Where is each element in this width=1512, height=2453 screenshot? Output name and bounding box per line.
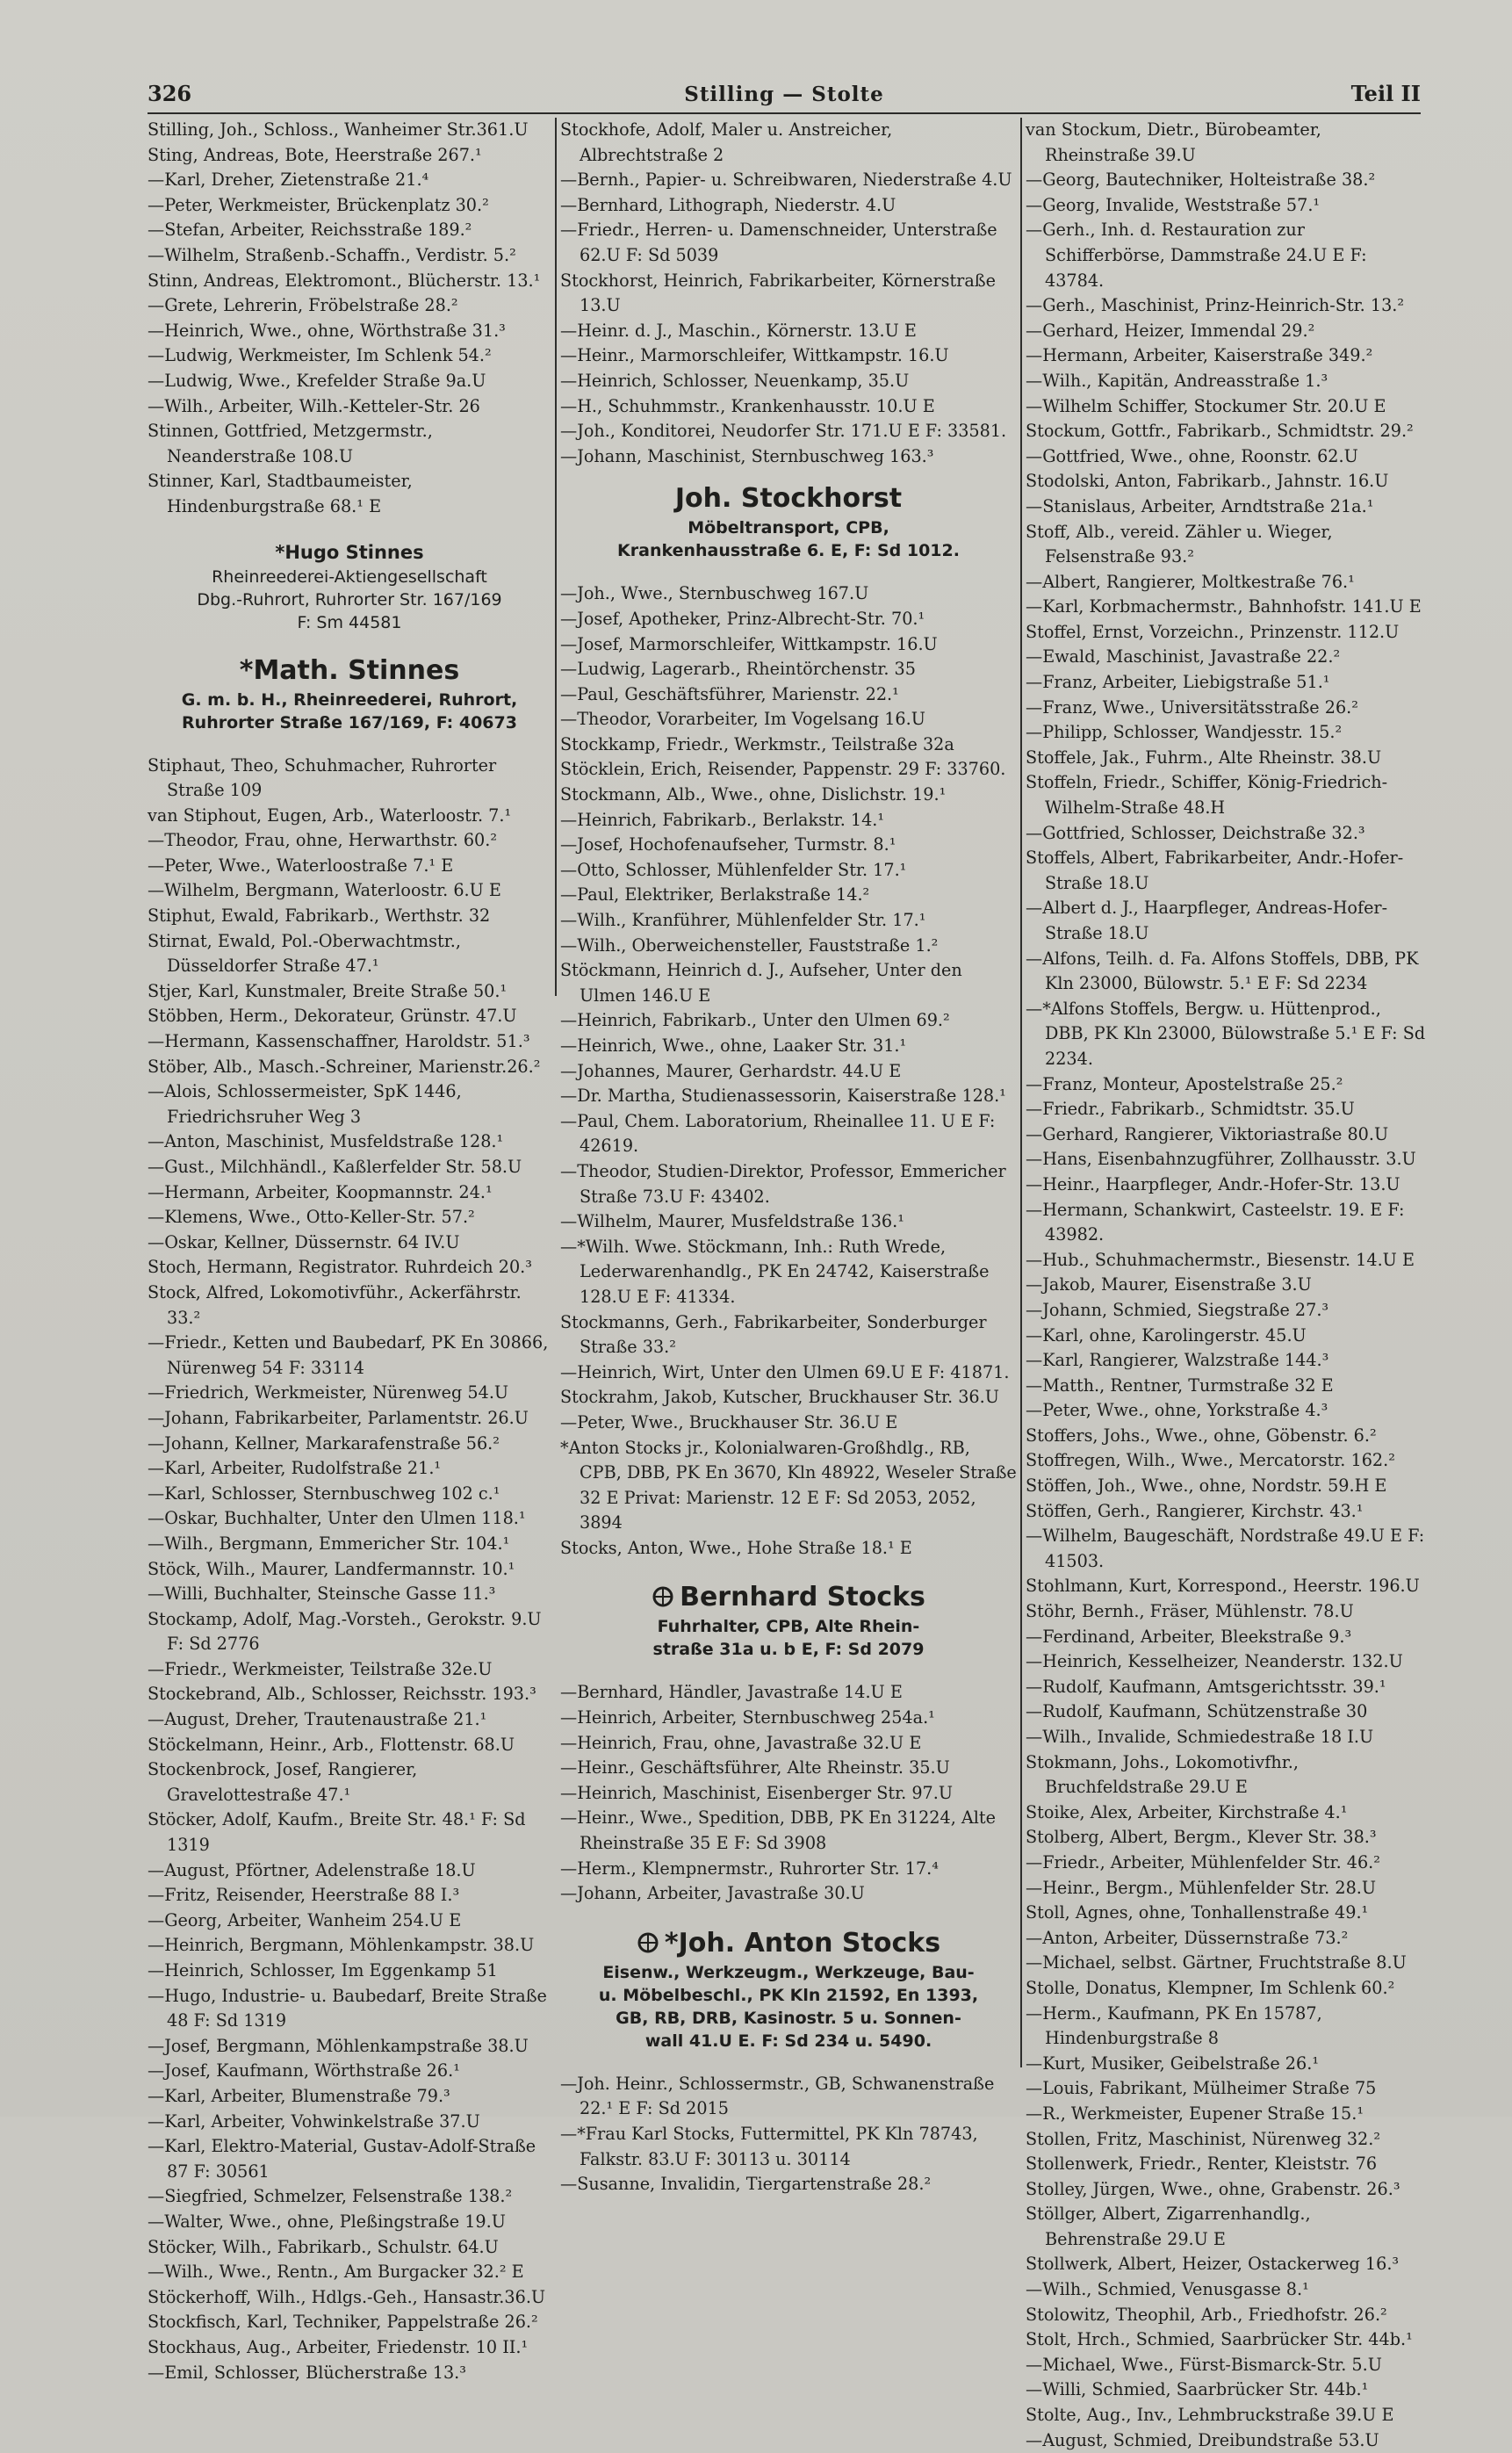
directory-entry: —Albert, Rangierer, Moltkestraße 76.¹ [1026,571,1355,592]
directory-entry: —Heinrich, Wirt, Unter den Ulmen 69.U E F: 41871. [560,1361,1010,1382]
directory-entry: —Heinrich, Arbeiter, Sternbuschweg 254a.¹ [560,1707,935,1728]
directory-entry: —*Alfons Stoffels, Bergw. u. Hüttenprod., DBB, PK Kln 23000, Bülowstraße 5.¹ E F: Sd 2234. [1026,998,1426,1069]
directory-entry: —Hermann, Kassenschaffner, Haroldstr. 51.³ [148,1031,530,1052]
entry-list [560,581,1017,1561]
directory-entry: —Karl, Arbeiter, Rudolfstraße 21.¹ [148,1458,442,1479]
directory-entry: —Peter, Wwe., ohne, Yorkstraße 4.³ [1026,1400,1328,1421]
directory-entry: Stoffeln, Friedr., Schiffer, König-Friedrich-Wilhelm-Straße 48.H [1026,772,1388,819]
directory-entry: —Heinr., Haarpfleger, Andr.-Hofer-Str. 13.U [1026,1173,1400,1194]
ad-line: Eisenw., Werkzeugm., Werkzeuge, Bau- [602,1962,975,1982]
directory-entry: —August, Dreher, Trautenaustraße 21.¹ [148,1709,487,1730]
directory-entry: Stoll, Agnes, ohne, Tonhallenstraße 49.¹ [1026,1902,1369,1923]
directory-entry: —Hermann, Arbeiter, Koopmannstr. 24.¹ [148,1181,493,1202]
ad-line: straße 31a u. b E, F: Sd 2079 [652,1640,925,1660]
directory-entry: Stöck, Wilh., Maurer, Landfermannstr. 10.¹ [148,1558,515,1579]
page-number: 326 [148,81,192,106]
directory-entry: —Karl, Korbmachermstr., Bahnhofstr. 141.U E [1026,596,1422,617]
directory-entry: —Herm., Klempnermstr., Ruhrorter Str. 17.⁴ [560,1858,939,1879]
ad-title: Joh. Stockhorst [674,483,903,515]
stocks-logo-icon [652,1585,674,1608]
ad-title: Bernhard Stocks [680,1582,925,1613]
directory-entry: —Paul, Geschäftsführer, Marienstr. 22.¹ [560,683,899,704]
directory-entry: —Stefan, Arbeiter, Reichsstraße 189.² [148,220,472,241]
ad-title: *Math. Stinnes [239,654,460,686]
directory-entry: —Theodor, Studien-Direktor, Professor, Emmericher Straße 73.U F: 43402. [560,1160,1006,1207]
header-rule [148,112,1421,114]
directory-entry: Stöber, Alb., Masch.-Schreiner, Marienstr.26.² [148,1056,541,1077]
entry-list [560,118,1017,469]
directory-entry: —Friedr., Werkmeister, Teilstraße 32e.U [148,1658,493,1679]
directory-entry: —Rudolf, Kaufmann, Amtsgerichtsstr. 39.¹ [1026,1676,1386,1697]
directory-entry: —Oskar, Buchhalter, Unter den Ulmen 118.¹ [148,1508,526,1529]
directory-entry: —Oskar, Kellner, Düssernstr. 64 IV.U [148,1231,460,1252]
directory-entry: —Josef, Kaufmann, Wörthstraße 26.¹ [148,2060,460,2081]
directory-entry: Stoch, Hermann, Registrator. Ruhrdeich 20.³ [148,1257,532,1278]
directory-entry: —Karl, Arbeiter, Blumenstraße 79.³ [148,2085,450,2106]
directory-entry: —Albert d. J., Haarpfleger, Andreas-Hofer-Straße 18.U [1026,898,1388,943]
directory-entry: —Ferdinand, Arbeiter, Bleekstraße 9.³ [1026,1626,1352,1647]
column-divider [555,118,557,996]
directory-entry: —Heinrich, Fabrikarb., Unter den Ulmen 69.² [560,1010,950,1031]
directory-entry: —Heinrich, Schlosser, Im Eggenkamp 51 [148,1960,498,1980]
directory-entry: —Karl, Dreher, Zietenstraße 21.⁴ [148,170,429,191]
directory-entry: —Siegfried, Schmelzer, Felsenstraße 138.² [148,2186,513,2207]
directory-entry: Stollenwerk, Friedr., Renter, Kleiststr. 76 [1026,2154,1378,2175]
directory-entry: —Johann, Kellner, Markarafenstraße 56.² [148,1432,500,1454]
directory-entry: Stohlmann, Kurt, Korrespond., Heerstr. 196.U [1026,1576,1420,1597]
column-3 [1026,118,1429,2453]
directory-entry: Stirnat, Ewald, Pol.-Oberwachtmstr., Düsseldorfer Straße 47.¹ [148,930,461,977]
ad-line: Krankenhausstraße 6. E, F: Sd 1012. [617,541,960,561]
directory-entry: —Heinrich, Frau, ohne, Javastraße 32.U E [560,1732,922,1753]
directory-entry: —Franz, Monteur, Apostelstraße 25.² [1026,1073,1343,1094]
directory-entry: —Ludwig, Lagerarb., Rheintörchenstr. 35 [560,659,916,680]
directory-entry: —Heinr. d. J., Maschin., Körnerstr. 13.U E [560,320,917,341]
ad-joh-anton-stocks [560,1926,1017,2053]
directory-entry: —Kurt, Musiker, Geibelstraße 26.¹ [1026,2053,1320,2074]
directory-entry: —Willi, Schmied, Saarbrücker Str. 44b.¹ [1026,2379,1369,2400]
directory-entry: —Wilhelm, Maurer, Musfeldstraße 136.¹ [560,1211,904,1232]
directory-entry: van Stockum, Dietr., Bürobeamter, Rheinstraße 39.U [1026,119,1321,165]
ad-line: Ruhrorter Straße 167/169, F: 40673 [182,712,517,732]
directory-entry: Stockkamp, Friedr., Werkmstr., Teilstraße 32a [560,733,954,754]
directory-entry: —Fritz, Reisender, Heerstraße 88 I.³ [148,1885,460,1906]
directory-entry: Stöcker, Wilh., Fabrikarb., Schulstr. 64.U [148,2236,499,2257]
directory-entry: Stjer, Karl, Kunstmaler, Breite Straße 50.¹ [148,980,508,1001]
directory-entry: —Josef, Marmorschleifer, Wittkampstr. 16.U [560,633,938,654]
directory-entry: —Friedr., Arbeiter, Mühlenfelder Str. 46.² [1026,1851,1380,1872]
directory-entry: —Johannes, Maurer, Gerhardstr. 44.U E [560,1060,902,1081]
directory-entry: —Wilhelm, Bergmann, Waterloostr. 6.U E [148,880,501,901]
directory-entry: —Franz, Wwe., Universitätsstraße 26.² [1026,696,1358,718]
directory-entry: —Heinrich, Wwe., ohne, Wörthstraße 31.³ [148,320,506,341]
directory-entry: Stocks, Anton, Wwe., Hohe Straße 18.¹ E [560,1537,912,1558]
directory-entry: —Johann, Arbeiter, Javastraße 30.U [560,1883,865,1904]
directory-entry: Stöhr, Bernh., Fräser, Mühlenstr. 78.U [1026,1601,1354,1622]
directory-entry: Stoffel, Ernst, Vorzeichn., Prinzenstr. 112.U [1026,621,1400,642]
directory-entry: Stöffen, Joh., Wwe., ohne, Nordstr. 59.H E [1026,1475,1387,1497]
directory-entry: Stoff, Alb., vereid. Zähler u. Wieger, Felsenstraße 93.² [1026,521,1333,567]
directory-entry: Stockmanns, Gerh., Fabrikarbeiter, Sonderburger Straße 33.² [560,1311,987,1358]
directory-entry: —Matth., Rentner, Turmstraße 32 E [1026,1374,1334,1396]
running-title: Stilling — Stolte [684,83,884,106]
directory-entry: —Hub., Schuhmachermstr., Biesenstr. 14.U E [1026,1249,1415,1270]
directory-entry: —Gottfried, Wwe., ohne, Roonstr. 62.U [1026,445,1358,466]
directory-entry: —Gerhard, Rangierer, Viktoriastraße 80.U [1026,1123,1389,1144]
directory-entry: Stiphaut, Theo, Schuhmacher, Ruhrorter Straße 109 [148,754,497,801]
directory-entry: Stöcklein, Erich, Reisender, Pappenstr. 29 F: 33760. [560,759,1006,780]
directory-entry: —Bernh., Papier- u. Schreibwaren, Niederstraße 4.U [560,170,1012,191]
directory-entry: —Johann, Schmied, Siegstraße 27.³ [1026,1299,1329,1320]
directory-entry: Stoffregen, Wilh., Wwe., Mercatorstr. 162.² [1026,1450,1395,1471]
ad-line: G. m. b. H., Rheinreederei, Ruhrort, [181,689,518,710]
directory-entry: —Walter, Wwe., ohne, Pleßingstraße 19.U [148,2211,506,2232]
directory-entry: Stockhaus, Aug., Arbeiter, Friedenstr. 10 II.¹ [148,2336,529,2357]
ad-math-stinnes [148,653,551,734]
directory-entry: *Anton Stocks jr., Kolonialwaren-Großhdlg., RB, CPB, DBB, PK En 3670, Kln 48922, Weseler Straße 32 E Privat: Marienstr. 12 E F: Sd 2053, 2052, 3894 [560,1437,1017,1533]
ad-title: *Joh. Anton Stocks [664,1927,941,1959]
directory-entry: —August, Pförtner, Adelenstraße 18.U [148,1859,476,1880]
directory-entry: —Bernhard, Händler, Javastraße 14.U E [560,1682,903,1703]
directory-entry: —Otto, Schlosser, Mühlenfelder Str. 17.¹ [560,859,907,880]
directory-entry: —Emil, Schlosser, Blücherstraße 13.³ [148,2362,466,2383]
directory-entry: —Heinrich, Bergmann, Möhlenkampstr. 38.U [148,1935,535,1956]
directory-entry: —Joh., Konditorei, Neudorfer Str. 171.U E F: 33581. [560,421,1007,442]
directory-entry: Stockum, Gottfr., Fabrikarb., Schmidtstr. 29.² [1026,421,1414,442]
ad-line: Dbg.-Ruhrort, Ruhrorter Str. 167/169 [197,589,502,610]
directory-entry: —Gerhard, Heizer, Immendal 29.² [1026,320,1315,341]
directory-entry: Stöcker, Adolf, Kaufm., Breite Str. 48.¹ F: Sd 1319 [148,1809,526,1856]
directory-entry: —Karl, Schlosser, Sternbuschweg 102 c.¹ [148,1483,500,1504]
ad-joh-stockhorst [560,481,1017,562]
directory-entry: —Heinrich, Kesselheizer, Neanderstr. 132.U [1026,1651,1403,1672]
directory-entry: —Grete, Lehrerin, Fröbelstraße 28.² [148,295,458,316]
directory-entry: —Ewald, Maschinist, Javastraße 22.² [1026,646,1341,667]
directory-entry: —Wilhelm, Straßenb.-Schaffn., Verdistr. 5.² [148,244,516,265]
directory-entry: —Hermann, Arbeiter, Kaiserstraße 349.² [1026,345,1373,366]
directory-entry: —Georg, Invalide, Weststraße 57.¹ [1026,194,1321,215]
directory-entry: —*Wilh. Wwe. Stöckmann, Inh.: Ruth Wrede, Lederwarenhandlg., PK En 24742, Kaiserstraße 128.U E F: 41334. [560,1236,990,1307]
directory-entry: Stöbben, Herm., Dekorateur, Grünstr. 47.U [148,1006,517,1027]
directory-entry: Stolle, Donatus, Klempner, Im Schlenk 60.² [1026,1977,1395,1998]
directory-entry: —Paul, Chem. Laboratorium, Rheinallee 11. U E F: 42619. [560,1110,996,1157]
directory-entry: —Heinrich, Fabrikarb., Berlakstr. 14.¹ [560,809,885,830]
directory-entry: —Wilh., Wwe., Rentn., Am Burgacker 32.² E [148,2262,524,2283]
directory-entry: —Wilh., Bergmann, Emmericher Str. 104.¹ [148,1533,510,1554]
directory-entry: Stöckelmann, Heinr., Arb., Flottenstr. 68.U [148,1734,515,1755]
directory-entry: —Dr. Martha, Studienassessorin, Kaiserstraße 128.¹ [560,1086,1006,1107]
directory-entry: —Georg, Arbeiter, Wanheim 254.U E [148,1909,462,1930]
directory-entry: Stollwerk, Albert, Heizer, Ostackerweg 16.³ [1026,2254,1400,2275]
directory-entry: —Heinrich, Maschinist, Eisenberger Str. 97.U [560,1782,954,1803]
directory-entry: —Herm., Kaufmann, PK En 15787, Hindenburgstraße 8 [1026,2002,1322,2049]
directory-entry: Stock, Alfred, Lokomotivführ., Ackerfährstr. 33.² [148,1281,522,1328]
directory-entry: Stolte, Aug., Inv., Lehmbruckstraße 39.U E [1026,2405,1394,2426]
directory-entry: —Hans, Eisenbahnzugführer, Zollhausstr. 3.U [1026,1149,1416,1170]
directory-entry: —Stanislaus, Arbeiter, Arndtstraße 21a.¹ [1026,495,1374,516]
ad-line: Rheinreederei-Aktiengesellschaft [212,566,487,587]
directory-entry: —Wilh., Kranführer, Mühlenfelder Str. 17.¹ [560,910,926,931]
directory-entry: —Joh., Wwe., Sternbuschweg 167.U [560,583,869,604]
directory-entry: Stolowitz, Theophil, Arb., Friedhofstr. 26.² [1026,2304,1387,2325]
directory-entry: —Wilhelm, Baugeschäft, Nordstraße 49.U E F: 41503. [1026,1526,1425,1571]
directory-entry: Stockrahm, Jakob, Kutscher, Bruckhauser Str. 36.U [560,1387,999,1408]
directory-entry: —R., Werkmeister, Eupener Straße 15.¹ [1026,2103,1364,2124]
directory-entry: —Bernhard, Lithograph, Niederstr. 4.U [560,194,896,215]
directory-entry: Stiphut, Ewald, Fabrikarb., Werthstr. 32 [148,905,491,927]
ad-hugo-stinnes [148,539,551,634]
directory-entry: —Johann, Fabrikarbeiter, Parlamentstr. 26.U [148,1407,529,1428]
directory-entry: —Anton, Arbeiter, Düssernstraße 73.² [1026,1927,1349,1948]
directory-entry: Stockmann, Alb., Wwe., ohne, Dislichstr. 19.¹ [560,784,947,805]
directory-entry: Stoffers, Johs., Wwe., ohne, Göbenstr. 6.² [1026,1425,1377,1446]
column-1 [148,118,551,2385]
directory-entry: Stinner, Karl, Stadtbaumeister, Hindenburgstraße 68.¹ E [148,471,413,516]
ad-line: u. Möbelbeschl., PK Kln 21592, En 1393, [598,1985,979,2005]
directory-entry: Stinn, Andreas, Elektromont., Blücherstr. 13.¹ [148,270,541,291]
entry-list [148,754,551,2386]
directory-entry: —Gottfried, Schlosser, Deichstraße 32.³ [1026,822,1365,843]
page-header [148,77,1421,112]
directory-entry: —Michael, Wwe., Fürst-Bismarck-Str. 5.U [1026,2354,1382,2375]
directory-entry: Stollen, Fritz, Maschinist, Nürenweg 32.² [1026,2128,1381,2149]
directory-entry: —Josef, Apotheker, Prinz-Albrecht-Str. 70.¹ [560,608,925,629]
directory-entry: —Philipp, Schlosser, Wandjesstr. 15.² [1026,722,1343,743]
directory-entry: —Gerh., Inh. d. Restauration zur Schifferbörse, Dammstraße 24.U E F: 43784. [1026,220,1367,291]
directory-entry: —Friedr., Ketten und Baubedarf, PK En 30866, Nürenweg 54 F: 33114 [148,1332,549,1378]
directory-entry: Stockenbrock, Josef, Rangierer, Gravelottestraße 47.¹ [148,1759,418,1805]
directory-entry: Stoffele, Jak., Fuhrm., Alte Rheinstr. 38.U [1026,747,1382,768]
directory-entry: —Theodor, Vorarbeiter, Im Vogelsang 16.U [560,709,925,730]
ad-line: Möbeltransport, CPB, [688,518,889,538]
directory-entry: van Stiphout, Eugen, Arb., Waterloostr. 7.¹ [148,804,512,826]
directory-entry: —Susanne, Invalidin, Tiergartenstraße 28.² [560,2174,932,2195]
directory-entry: —Peter, Werkmeister, Brückenplatz 30.² [148,194,489,215]
directory-entry: —Heinr., Geschäftsführer, Alte Rheinstr. 35.U [560,1757,950,1778]
directory-entry: —Friedrich, Werkmeister, Nürenweg 54.U [148,1382,509,1403]
directory-entry: —Karl, Elektro-Material, Gustav-Adolf-Straße 87 F: 30561 [148,2136,536,2182]
directory-entry: —Ludwig, Wwe., Krefelder Straße 9a.U [148,370,486,391]
directory-entry: —Michael, selbst. Gärtner, Fruchtstraße 8.U [1026,1952,1407,1973]
directory-entry: —*Frau Karl Stocks, Futtermittel, PK Kln 78743, Falkstr. 83.U F: 30113 u. 30114 [560,2124,978,2169]
directory-entry: Stockhofe, Adolf, Maler u. Anstreicher, Albrechtstraße 2 [560,119,893,165]
directory-entry: —Josef, Bergmann, Möhlenkampstraße 38.U [148,2035,529,2056]
directory-entry: —Heinr., Bergm., Mühlenfelder Str. 28.U [1026,1877,1377,1898]
directory-entry: —Louis, Fabrikant, Mülheimer Straße 75 [1026,2078,1377,2099]
directory-entry: —Karl, Rangierer, Walzstraße 144.³ [1026,1350,1329,1371]
directory-entry: —Peter, Wwe., Bruckhauser Str. 36.U E [560,1411,898,1432]
directory-entry: Stilling, Joh., Schloss., Wanheimer Str.361.U [148,119,529,140]
directory-entry: —Klemens, Wwe., Otto-Keller-Str. 57.² [148,1207,475,1228]
directory-entry: —Alois, Schlossermeister, SpK 1446, Friedrichsruher Weg 3 [148,1081,462,1127]
entry-list [560,2072,1017,2197]
directory-entry: —Friedr., Herren- u. Damenschneider, Unterstraße 62.U F: Sd 5039 [560,220,997,265]
directory-entry: —Franz, Arbeiter, Liebigstraße 51.¹ [1026,672,1330,693]
directory-entry: —Wilhelm Schiffer, Stockumer Str. 20.U E [1026,395,1386,416]
directory-entry: —Willi, Buchhalter, Steinsche Gasse 11.³ [148,1584,496,1605]
directory-entry: —Theodor, Frau, ohne, Herwarthstr. 60.² [148,830,498,851]
directory-entry: —Ludwig, Werkmeister, Im Schlenk 54.² [148,345,492,366]
directory-entry: —Wilh., Arbeiter, Wilh.-Ketteler-Str. 26 [148,395,480,416]
directory-entry: Stokmann, Johs., Lokomotivfhr., Bruchfeldstraße 29.U E [1026,1751,1299,1798]
directory-entry: Stöllger, Albert, Zigarrenhandlg., Behrenstraße 29.U E [1026,2204,1311,2249]
directory-entry: Stoffels, Albert, Fabrikarbeiter, Andr.-Hofer-Straße 18.U [1026,848,1404,893]
directory-entry: Stockfisch, Karl, Techniker, Pappelstraße 26.² [148,2312,538,2333]
directory-entry: —Alfons, Teilh. d. Fa. Alfons Stoffels, DBB, PK Kln 23000, Bülowstr. 5.¹ E F: Sd 2234 [1026,948,1419,994]
directory-entry: —Hugo, Industrie- u. Baubedarf, Breite Straße 48 F: Sd 1319 [148,1985,547,2031]
directory-entry: —Jakob, Maurer, Eisenstraße 3.U [1026,1274,1312,1295]
directory-entry: —Heinr., Wwe., Spedition, DBB, PK En 31224, Alte Rheinstraße 35 E F: Sd 3908 [560,1807,996,1854]
ad-line: Fuhrhalter, CPB, Alte Rhein- [657,1617,920,1637]
directory-entry: Stockhorst, Heinrich, Fabrikarbeiter, Körnerstraße 13.U [560,270,996,316]
directory-entry: —Friedr., Fabrikarb., Schmidtstr. 35.U [1026,1099,1355,1120]
part-label: Teil II [1350,81,1421,106]
stocks-logo-icon [637,1931,659,1954]
directory-entry: —H., Schuhmmstr., Krankenhausstr. 10.U E [560,395,935,416]
directory-entry: —August, Schmied, Dreibundstraße 53.U [1026,2429,1379,2450]
ad-title: *Hugo Stinnes [275,541,424,563]
directory-entry: Stolt, Hrch., Schmied, Saarbrücker Str. 44b.¹ [1026,2329,1413,2350]
directory-entry: —Hermann, Schankwirt, Casteelstr. 19. E F: 43982. [1026,1199,1405,1245]
directory-entry: Stolberg, Albert, Bergm., Klever Str. 38.³ [1026,1827,1377,1848]
directory-entry: —Wilh., Schmied, Venusgasse 8.¹ [1026,2279,1309,2300]
column-divider [1020,118,1022,2067]
directory-entry: —Johann, Maschinist, Sternbuschweg 163.³ [560,445,934,466]
directory-entry: Sting, Andreas, Bote, Heerstraße 267.¹ [148,144,482,165]
directory-entry: —Wilh., Kapitän, Andreasstraße 1.³ [1026,370,1328,391]
directory-entry: Stockamp, Adolf, Mag.-Vorsteh., Gerokstr. 9.U F: Sd 2776 [148,1608,542,1655]
directory-entry: —Joh. Heinr., Schlossermstr., GB, Schwanenstraße 22.¹ E F: Sd 2015 [560,2073,995,2119]
directory-entry: Stöckerhoff, Wilh., Hdlgs.-Geh., Hansastr.36.U [148,2286,546,2307]
directory-entry: —Georg, Bautechniker, Holteistraße 38.² [1026,170,1376,191]
directory-entry: —Wilh., Oberweichensteller, Fauststraße 1.² [560,934,939,956]
directory-entry: —Wilh., Invalide, Schmiedestraße 18 I.U [1026,1727,1374,1747]
directory-entry: Stodolski, Anton, Fabrikarb., Jahnstr. 16.U [1026,471,1389,492]
ad-line: wall 41.U E. F: Sd 234 u. 5490. [644,2031,932,2051]
directory-entry: Stöffen, Gerh., Rangierer, Kirchstr. 43.¹ [1026,1500,1364,1521]
directory-entry: Stinnen, Gottfried, Metzgermstr., Neanderstraße 108.U [148,421,433,466]
directory-entry: —Gust., Milchhändl., Kaßlerfelder Str. 58.U [148,1157,522,1177]
directory-entry: —Peter, Wwe., Waterloostraße 7.¹ E [148,855,454,876]
entry-list [560,1680,1017,1906]
directory-entry: —Heinrich, Schlosser, Neuenkamp, 35.U [560,370,910,391]
entry-list [148,118,551,520]
directory-entry: Stolley, Jürgen, Wwe., ohne, Grabenstr. 26.³ [1026,2178,1400,2199]
directory-entry: —Rudolf, Kaufmann, Schützenstraße 30 [1026,1701,1368,1722]
directory-entry: —Karl, Arbeiter, Vohwinkelstraße 37.U [148,2110,480,2132]
directory-entry: —Karl, ohne, Karolingerstr. 45.U [1026,1324,1307,1346]
directory-entry: —Gerh., Maschinist, Prinz-Heinrich-Str. 13.² [1026,295,1405,316]
directory-entry: —Paul, Elektriker, Berlakstraße 14.² [560,884,870,905]
directory-entry: Stöckmann, Heinrich d. J., Aufseher, Unter den Ulmen 146.U E [560,960,962,1006]
ad-line: GB, RB, DRB, Kasinostr. 5 u. Sonnen- [616,2008,961,2028]
directory-entry: —Anton, Maschinist, Musfeldstraße 128.¹ [148,1131,504,1152]
directory-entry: Stockebrand, Alb., Schlosser, Reichsstr. 193.³ [148,1684,536,1705]
ad-line: F: Sm 44581 [297,612,402,632]
directory-entry: —Josef, Hochofenaufseher, Turmstr. 8.¹ [560,834,896,855]
directory-entry: Stoike, Alex, Arbeiter, Kirchstraße 4.¹ [1026,1801,1348,1822]
directory-entry: —Heinr., Marmorschleifer, Wittkampstr. 16.U [560,345,949,366]
entry-list [1026,118,1429,2453]
directory-entry: —Heinrich, Wwe., ohne, Laaker Str. 31.¹ [560,1035,907,1056]
column-2 [560,118,1017,2197]
ad-bernhard-stocks [560,1580,1017,1661]
